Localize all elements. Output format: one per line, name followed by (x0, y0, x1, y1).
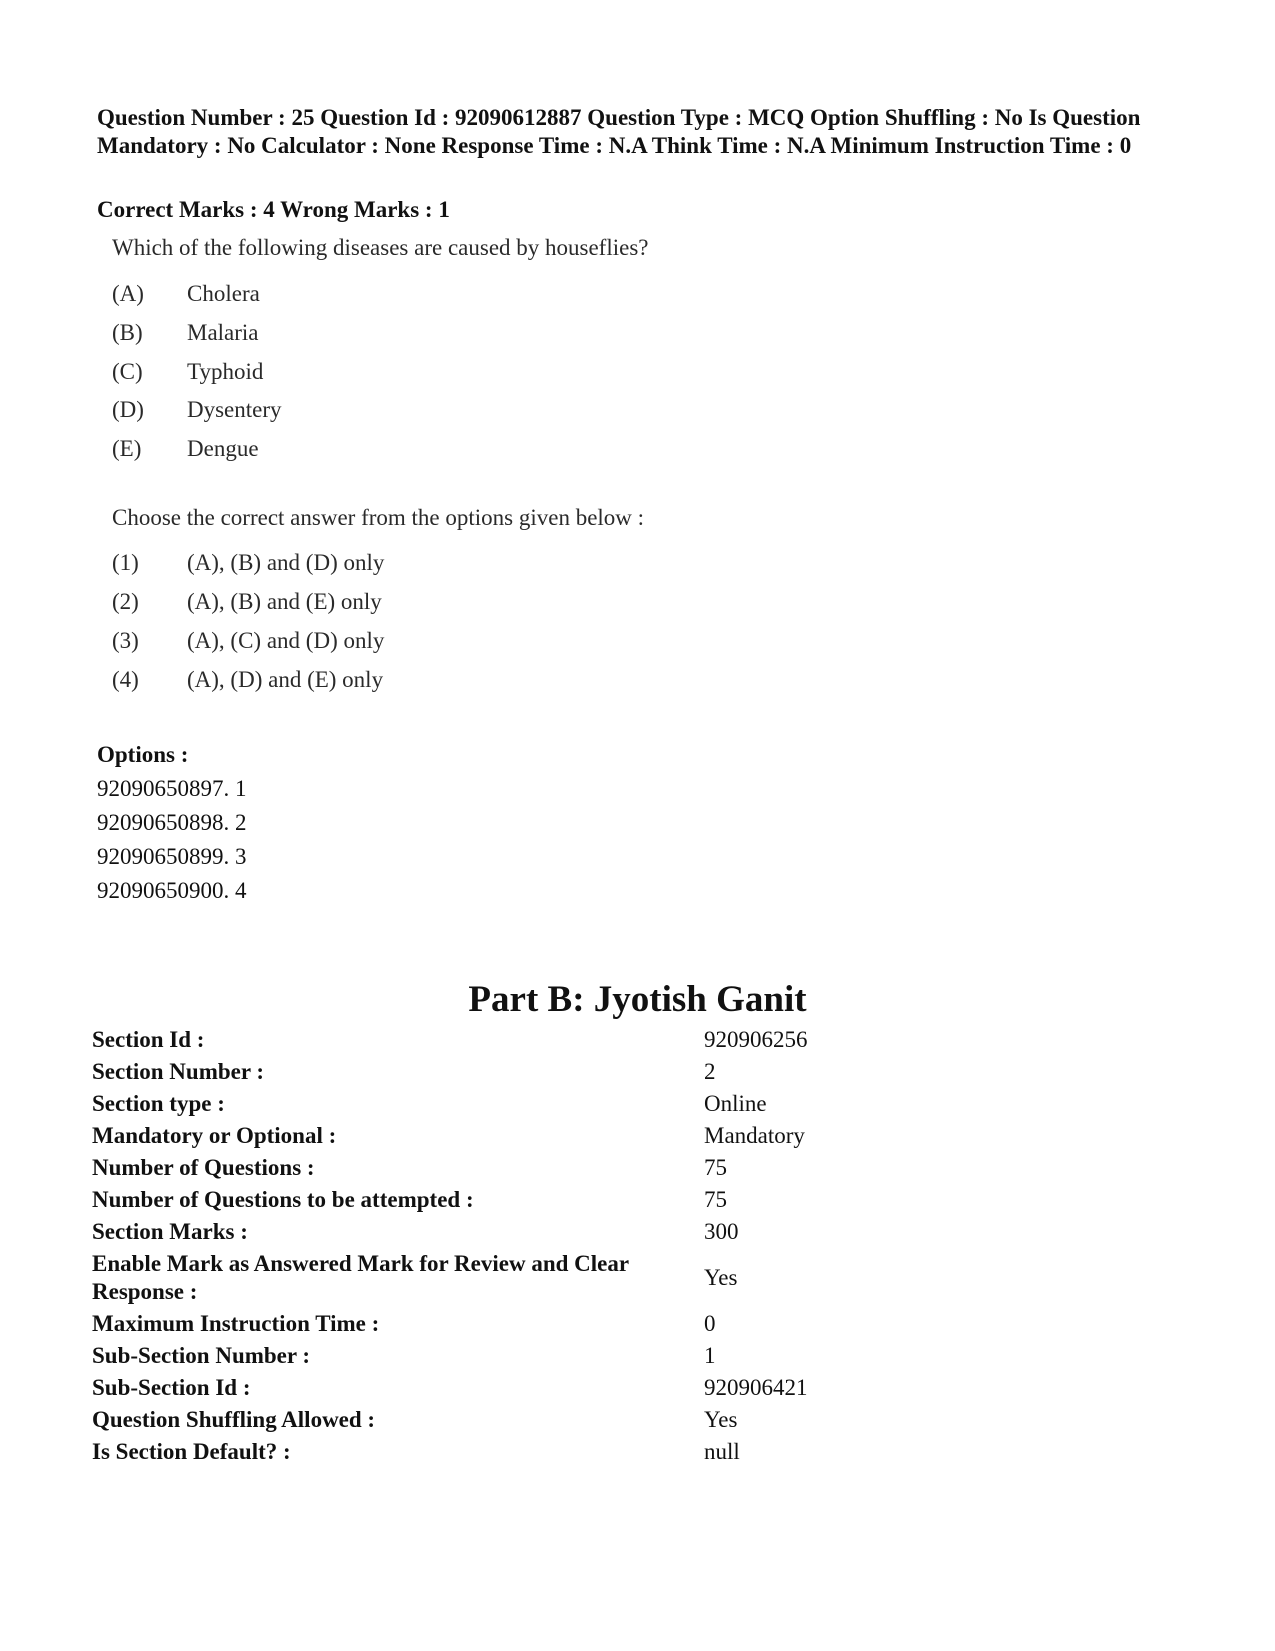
row-key: Maximum Instruction Time : (92, 1311, 380, 1336)
row-value: 300 (704, 1219, 739, 1244)
row-value: 0 (704, 1311, 716, 1336)
options-block (97, 738, 247, 908)
table-row (92, 1024, 1004, 1056)
table-row (92, 1404, 1004, 1436)
table-row (92, 1436, 1004, 1468)
table-row (92, 1216, 1004, 1248)
item-text: Cholera (187, 281, 260, 306)
row-key: Number of Questions : (92, 1155, 315, 1180)
question-header: Question Number : 25 Question Id : 92090612887 Question Type : MCQ Option Shuffling : No Is Question Mandatory : No Calculator : None Response Time : N.A Think Time : N.A Minimum Instruction Time : 0 (97, 105, 1141, 158)
table-row (92, 1372, 1004, 1404)
item-text: Dysentery (187, 397, 282, 422)
row-key: Mandatory or Optional : (92, 1123, 337, 1148)
row-key: Sub-Section Number : (92, 1343, 311, 1368)
choice-text: (A), (C) and (D) only (187, 628, 385, 653)
table-row (92, 1184, 1004, 1216)
row-value: 920906256 (704, 1027, 808, 1052)
row-value: 2 (704, 1059, 716, 1084)
row-value: 75 (704, 1155, 727, 1180)
item-text: Malaria (187, 320, 259, 345)
row-key: Sub-Section Id : (92, 1375, 251, 1400)
row-key: Section Number : (92, 1059, 265, 1084)
row-key: Question Shuffling Allowed : (92, 1407, 376, 1432)
marks-line: Correct Marks : 4 Wrong Marks : 1 (97, 197, 450, 222)
row-key: Number of Questions to be attempted : (92, 1187, 474, 1212)
section-info-table (92, 1024, 1004, 1468)
table-row (92, 1308, 1004, 1340)
item-text: Dengue (187, 436, 259, 461)
row-value: null (704, 1439, 740, 1464)
table-row (92, 1248, 1004, 1308)
row-key: Section Id : (92, 1027, 205, 1052)
table-row (92, 1120, 1004, 1152)
item-text: Typhoid (187, 359, 264, 384)
choice-label: (4) (112, 667, 139, 692)
choice-text: (A), (B) and (E) only (187, 589, 382, 614)
row-value: Yes (704, 1407, 738, 1432)
row-value: Yes (704, 1265, 738, 1290)
option-id: 92090650897. 1 (97, 776, 247, 801)
choice-text: (A), (B) and (D) only (187, 550, 385, 575)
choice-label: (2) (112, 589, 139, 614)
option-id: 92090650899. 3 (97, 844, 247, 869)
row-key: Is Section Default? : (92, 1439, 291, 1464)
row-key: Enable Mark as Answered Mark for Review and Clear Response : (92, 1251, 629, 1304)
table-row (92, 1056, 1004, 1088)
item-label: (C) (112, 359, 143, 384)
table-row (92, 1152, 1004, 1184)
table-row (92, 1088, 1004, 1120)
item-label: (E) (112, 436, 142, 461)
row-value: Online (704, 1091, 767, 1116)
choice-label: (1) (112, 550, 139, 575)
row-value: Mandatory (704, 1123, 805, 1148)
row-key: Section type : (92, 1091, 225, 1116)
row-value: 75 (704, 1187, 727, 1212)
item-label: (D) (112, 397, 144, 422)
choice-label: (3) (112, 628, 139, 653)
option-id: 92090650900. 4 (97, 878, 247, 903)
question-instruction: Choose the correct answer from the options given below : (112, 505, 645, 530)
row-value: 1 (704, 1343, 716, 1368)
row-key: Section Marks : (92, 1219, 248, 1244)
item-label: (B) (112, 320, 143, 345)
item-label: (A) (112, 281, 144, 306)
choice-text: (A), (D) and (E) only (187, 667, 384, 692)
question-stem: Which of the following diseases are caused by houseflies? (112, 235, 649, 260)
option-id: 92090650898. 2 (97, 810, 247, 835)
row-value: 920906421 (704, 1375, 808, 1400)
options-title: Options : (97, 742, 189, 767)
table-row (92, 1340, 1004, 1372)
section-title: Part B: Jyotish Ganit (468, 979, 807, 1020)
